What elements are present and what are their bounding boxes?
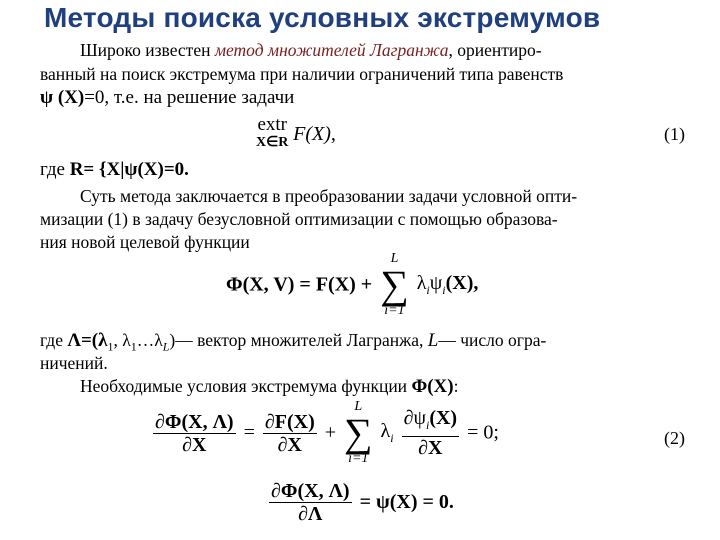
subscript: i [425, 418, 430, 432]
where-line-1 [40, 160, 189, 180]
fraction-phi-lambda [269, 480, 352, 525]
sum-upper: L [390, 251, 399, 266]
lambda-symbol: λ [416, 272, 427, 294]
text-segment: Широко известен [80, 40, 215, 60]
paragraph-2-line-1: Суть метода заключается в преобразовании задачи условной опти- [80, 186, 578, 206]
numerator: ∂Φ(X, Λ) [155, 410, 234, 433]
text-segment: ) [169, 330, 176, 350]
text-segment: , λ [113, 330, 131, 350]
set-definition: R= {X|ψ(X)=0. [69, 159, 189, 180]
text-segment: …λ [136, 330, 163, 350]
numerator-part: (X) [429, 407, 458, 429]
lagrange-function [226, 252, 478, 318]
text-segment: : [453, 376, 459, 396]
equals-sign: = [243, 421, 255, 444]
formula-1-body: F(X), [293, 123, 336, 145]
where-line-2 [40, 330, 546, 357]
text-segment: , ориентиро- [448, 40, 542, 60]
formula-1 [256, 116, 336, 152]
where-line-2-continued: ничений. [40, 353, 108, 373]
text-segment: где [40, 159, 70, 180]
subscript: 1 [130, 339, 137, 354]
sum-lower: i=1 [384, 303, 405, 318]
numerator-part: ∂ψ [403, 407, 426, 429]
numerator [402, 407, 460, 437]
denominator: ∂Λ [298, 503, 323, 525]
formula-3 [266, 480, 454, 525]
fraction-f-x [263, 411, 317, 456]
subscript: i [390, 431, 394, 445]
denominator: ∂X [418, 437, 443, 459]
paragraph-3 [80, 376, 458, 397]
subscript: L [162, 339, 170, 354]
lagrange-lhs: Φ(X, V) = F(X) + [226, 273, 373, 296]
lambda-symbol: λ [380, 420, 391, 442]
extr-operator: extr [257, 114, 287, 135]
fraction-psi-x [402, 407, 460, 459]
constraint-count-symbol: L [427, 330, 439, 351]
formula-2 [150, 400, 499, 466]
formula-2-tail: = 0; [467, 421, 499, 444]
sum-lower: i=1 [348, 451, 369, 466]
subscript: 1 [107, 339, 114, 354]
psi-symbol: ψ [429, 272, 443, 294]
fraction-phi-x [153, 411, 236, 456]
sum-symbol: L ∑ i=1 [344, 399, 373, 466]
text-segment: — вектор множителей Лагранжа, [175, 330, 428, 350]
text-segment: — число огра- [438, 330, 547, 350]
lambda-vector: Λ=(λ [67, 330, 108, 351]
subscript: i [426, 283, 430, 297]
text-segment: =0, т.е. на решение задачи [84, 87, 295, 108]
equation-number-1: (1) [664, 124, 685, 144]
plus-sign: + [324, 421, 337, 444]
slide-title: Методы поиска условных экстремумов [44, 2, 601, 33]
sum-upper: L [354, 399, 363, 414]
paragraph-1-line-2: ванный на поиск экстремума при наличии ограничений типа равенств [40, 64, 564, 84]
equation-number-2: (2) [664, 428, 685, 448]
paragraph-1-line-1 [80, 40, 542, 60]
lagrange-end: (X), [445, 272, 479, 294]
text-segment: Необходимые условия экстремума функции [80, 376, 412, 396]
method-name: метод множителей Лагранжа [214, 40, 449, 60]
paragraph-2-line-3: ния новой целевой функции [40, 232, 250, 252]
sum-symbol: L ∑ i=1 [380, 251, 409, 318]
paragraph-2-line-2: мизации (1) в задачу безусловной оптимизации с помощью образова- [40, 209, 558, 229]
psi-symbol: ψ (X) [40, 87, 85, 108]
numerator: ∂Φ(X, Λ) [271, 480, 350, 502]
text-segment: где [40, 330, 68, 350]
subscript: i [442, 283, 446, 297]
denominator: ∂X [277, 433, 302, 456]
formula-3-tail: = ψ(X) = 0. [359, 491, 454, 513]
extr-subscript: X∈R [256, 135, 289, 150]
paragraph-1-line-3 [40, 88, 294, 108]
denominator: ∂X [182, 433, 207, 456]
numerator: ∂F(X) [264, 410, 315, 433]
phi-function: Φ(X) [411, 376, 454, 397]
